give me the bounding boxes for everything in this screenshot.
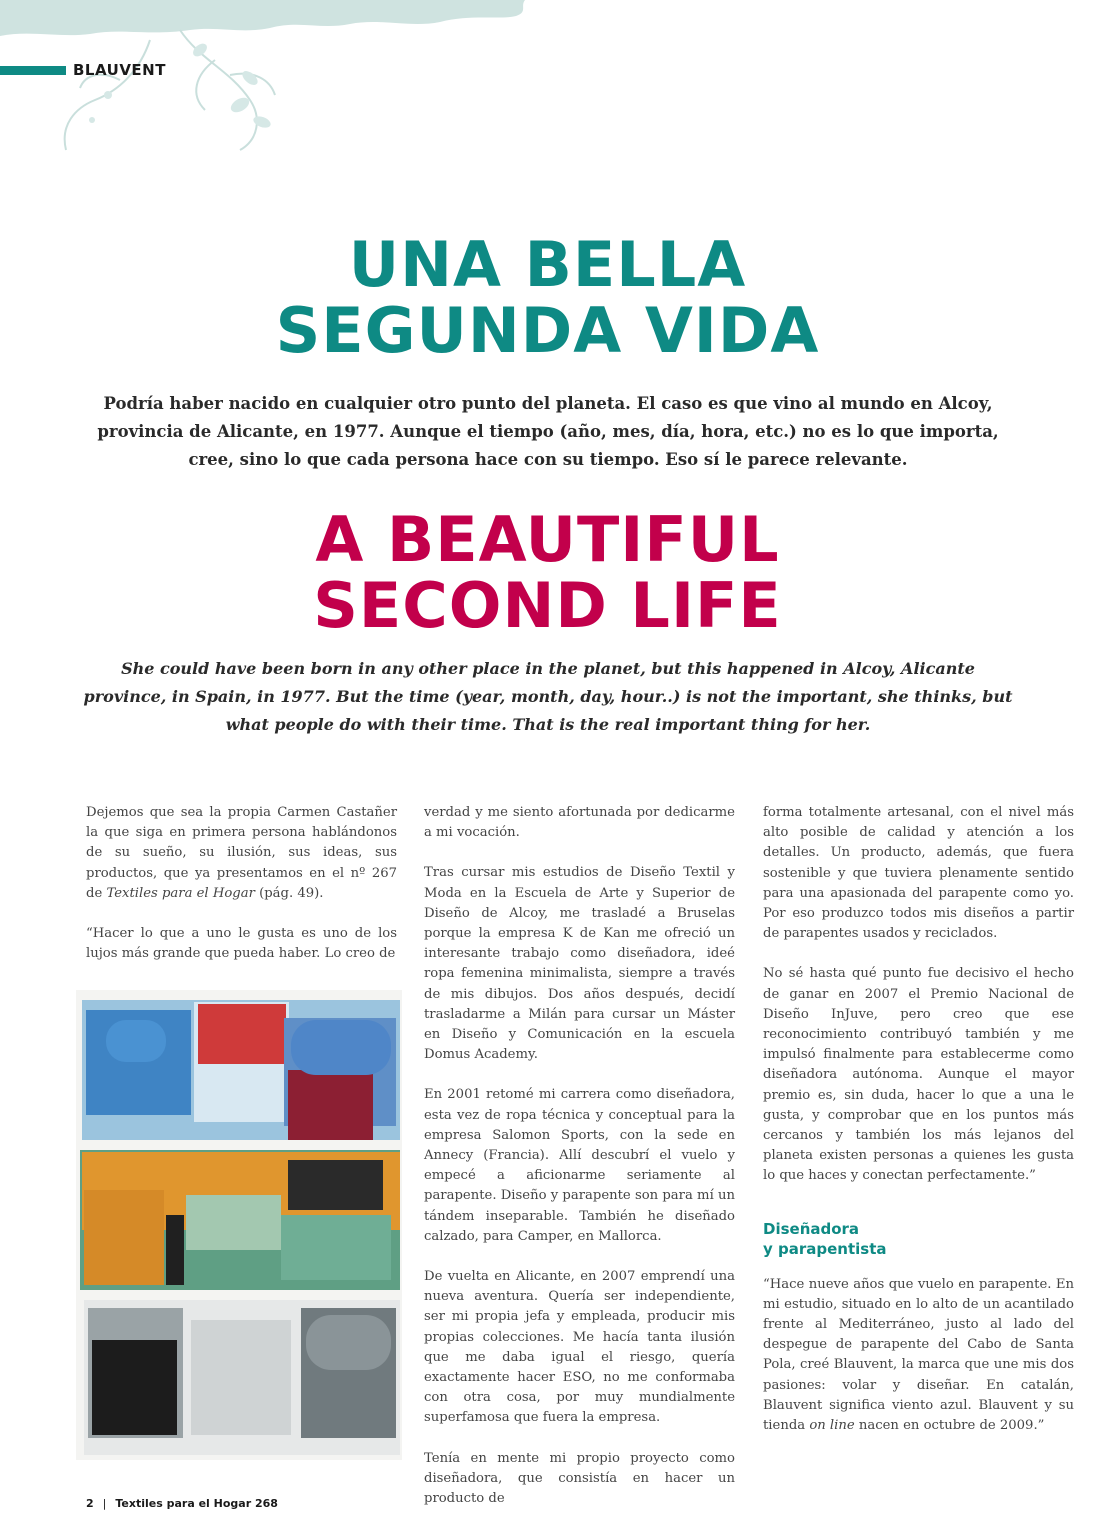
body-paragraph: “Hacer lo que a uno le gusta es uno de los lujos más grande que pueda haber. Lo creo de	[86, 926, 397, 962]
headline-english-line: A BEAUTIFUL	[315, 503, 780, 576]
headline-spanish-line: UNA BELLA	[348, 228, 747, 301]
floral-header-decoration	[0, 0, 540, 170]
headline-spanish	[0, 228, 1095, 367]
body-paragraph: Tenía en mente mi propio proyecto como diseñadora, que consistía en hacer un producto de	[424, 1450, 735, 1507]
body-paragraph: forma totalmente artesanal, con el nivel más alto posible de calidad y atención a los detalles. Un producto, además, que fuera sostenible y que tuviera plenamente sentido para una apasionada del parapente como yo. Por eso produzco todos mis diseños a partir de parapentes usados y reciclados.	[763, 805, 1074, 942]
intro-spanish: Podría haber nacido en cualquier otro punto del planeta. El caso es que vino al mundo en Alcoy, provincia de Alicante, en 1977. Aunque el tiempo (año, mes, día, hora, etc.) no es lo que importa, cree, sino lo que cada persona hace con su tiempo. Eso sí le parece relevante.	[97, 394, 999, 469]
subheading-line: Diseñadora	[763, 1219, 860, 1238]
intro-english: She could have been born in any other place in the planet, but this happened in Alcoy, Alicante province, in Spain, in 1977. But the time (year, month, day, hour..) is not the important, she thinks, but what people do with their time. That is the real important thing for her.	[83, 659, 1013, 734]
page-number: 2	[86, 1497, 94, 1510]
publication-title: Textiles para el Hogar 268	[115, 1497, 278, 1510]
article-column-3	[763, 803, 1074, 1456]
footer-separator: |	[102, 1497, 107, 1510]
section-subheading	[763, 1219, 1074, 1259]
body-paragraph: No sé hasta qué punto fue decisivo el hecho de ganar en 2007 el Premio Nacional de Diseño InJuve, pero creo que ese reconocimiento contribuyó también y me impulsó finalmente para establecerme como diseñadora autónoma. Aunque el mayor premio es, sin duda, hacer lo que a una le gusta, y comprobar que en los puntos más cercanos y también los más lejanos del planeta existen personas a quienes les gusta lo que haces y conectan perfectamente.”	[763, 966, 1074, 1184]
article-column-2	[424, 803, 735, 1529]
subheading-line: y parapentista	[763, 1239, 887, 1258]
headline-english	[0, 503, 1095, 642]
publication-reference: Textiles para el Hogar	[106, 885, 255, 901]
headline-english-line: SECOND LIFE	[313, 569, 782, 642]
body-text: Dejemos que sea la propia Carmen Castañer la que siga en primera persona hablándonos de su sueño, su ilusión, sus ideas, sus productos, que ya presentamos en el nº 267 de	[86, 805, 397, 901]
body-paragraph	[86, 803, 397, 904]
product-photo	[76, 990, 402, 1460]
headline-spanish-line: SEGUNDA VIDA	[275, 294, 820, 367]
body-paragraph	[763, 1275, 1074, 1437]
section-color-bar	[0, 66, 66, 75]
body-paragraph: verdad y me siento afortunada por dedicarme a mi vocación.	[424, 805, 735, 841]
body-text: nacen en octubre de 2009.”	[854, 1418, 1045, 1434]
article-column-1	[86, 803, 397, 984]
body-paragraph: En 2001 retomé mi carrera como diseñadora, esta vez de ropa técnica y conceptual para la empresa Salomon Sports, con la sede en Annecy (Francia). Allí descubrí el vuelo y empecé a aficionarme seriamente al parapente. Diseño y parapente son para mí un tándem inseparable. También he diseñado calzado, para Camper, en Mallorca.	[424, 1087, 735, 1244]
body-text: (pág. 49).	[254, 885, 324, 901]
emphasis-text: on line	[809, 1418, 855, 1434]
body-paragraph: Tras cursar mis estudios de Diseño Textil y Moda en la Escuela de Arte y Superior de Diseño de Alcoy, me trasladé a Bruselas porque la empresa K de Kan me ofreció un interesante trabajo como diseñadora, ideé ropa femenina minimalista, siempre a través de mis dibujos. Dos años después, decidí trasladarme a Milán para cursar un Máster en Diseño y Comunicación en la escuela Domus Academy.	[424, 865, 735, 1063]
body-text: “Hace nueve años que vuelo en parapente. En mi estudio, situado en lo alto de un acantilado frente al Mediterráneo, justo al lado del despegue de parapente del Cabo de Santa Pola, creé Blauvent, la marca que une mis dos pasiones: volar y diseñar. En catalán, Blauvent significa viento azul. Blauvent y su tienda	[763, 1276, 1074, 1434]
section-label: BLAUVENT	[73, 61, 166, 79]
page-footer	[86, 1497, 278, 1510]
body-paragraph: De vuelta en Alicante, en 2007 emprendí una nueva aventura. Quería ser independiente, ser mi propia jefa y empleada, producir mis propias colecciones. Me hacía tanta ilusión que me daba igual el riesgo, quería exactamente hacer ESO, no me conformaba con otra cosa, por muy mundialmente superfamosa que fuera la empresa.	[424, 1269, 735, 1426]
